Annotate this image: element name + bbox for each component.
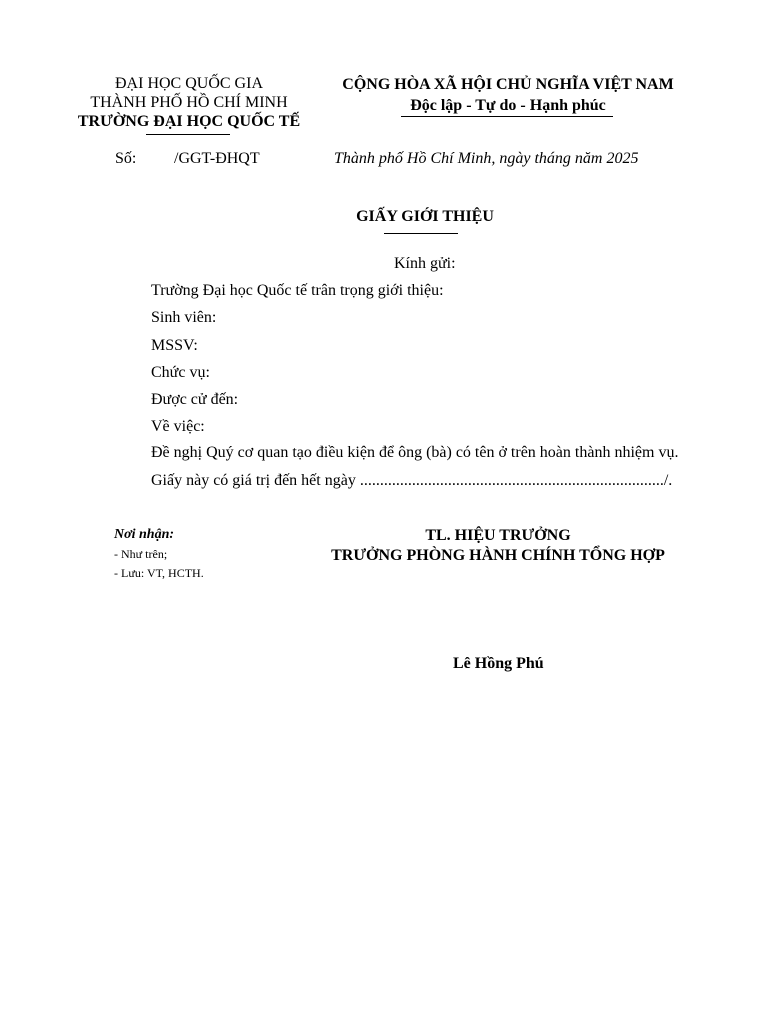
recipient-label: Kính gửi: xyxy=(394,255,456,272)
recipients-list-title: Nơi nhận: xyxy=(114,527,175,542)
org-underline xyxy=(146,134,230,135)
document-number-suffix: /GGT-ĐHQT xyxy=(174,150,260,167)
body-sent-to: Được cử đến: xyxy=(151,391,239,408)
org-parent-line2: THÀNH PHỐ HỒ CHÍ MINH xyxy=(90,94,288,111)
document-number-label: Số: xyxy=(115,150,137,167)
motto-underline xyxy=(401,116,613,117)
motto: Độc lập - Tự do - Hạnh phúc xyxy=(410,97,606,114)
national-motto xyxy=(318,74,698,116)
recipients-list-item: - Lưu: VT, HCTH. xyxy=(114,566,204,580)
body-student-id: MSSV: xyxy=(151,337,198,354)
recipients-list-item: - Như trên; xyxy=(114,547,168,561)
signer-name: Lê Hồng Phú xyxy=(453,655,544,672)
signature-title-line1: TL. HIỆU TRƯỞNG xyxy=(425,527,571,544)
org-name: TRƯỜNG ĐẠI HỌC QUỐC TẾ xyxy=(77,113,301,130)
body-request: Đề nghị Quý cơ quan tạo điều kiện để ông (bà) có tên ở trên hoàn thành nhiệm vụ. xyxy=(151,444,679,461)
title-underline xyxy=(384,233,458,234)
signature-block xyxy=(318,526,678,566)
document-title: GIẤY GIỚI THIỆU xyxy=(356,208,494,225)
body-validity: Giấy này có giá trị đến hết ngày ............................................................................/. xyxy=(151,472,673,489)
document-number xyxy=(115,150,260,168)
country-name: CỘNG HÒA XÃ HỘI CHỦ NGHĨA VIỆT NAM xyxy=(342,76,674,93)
signature-title-line2: TRƯỞNG PHÒNG HÀNH CHÍNH TỔNG HỢP xyxy=(331,547,665,564)
issuing-organization xyxy=(60,74,318,131)
body-subject: Về việc: xyxy=(151,418,205,435)
document-date: Thành phố Hồ Chí Minh, ngày tháng năm 2025 xyxy=(334,150,639,167)
body-student: Sinh viên: xyxy=(151,309,217,326)
body-position: Chức vụ: xyxy=(151,364,210,381)
body-intro: Trường Đại học Quốc tế trân trọng giới thiệu: xyxy=(151,282,444,299)
org-parent-line1: ĐẠI HỌC QUỐC GIA xyxy=(115,75,263,92)
